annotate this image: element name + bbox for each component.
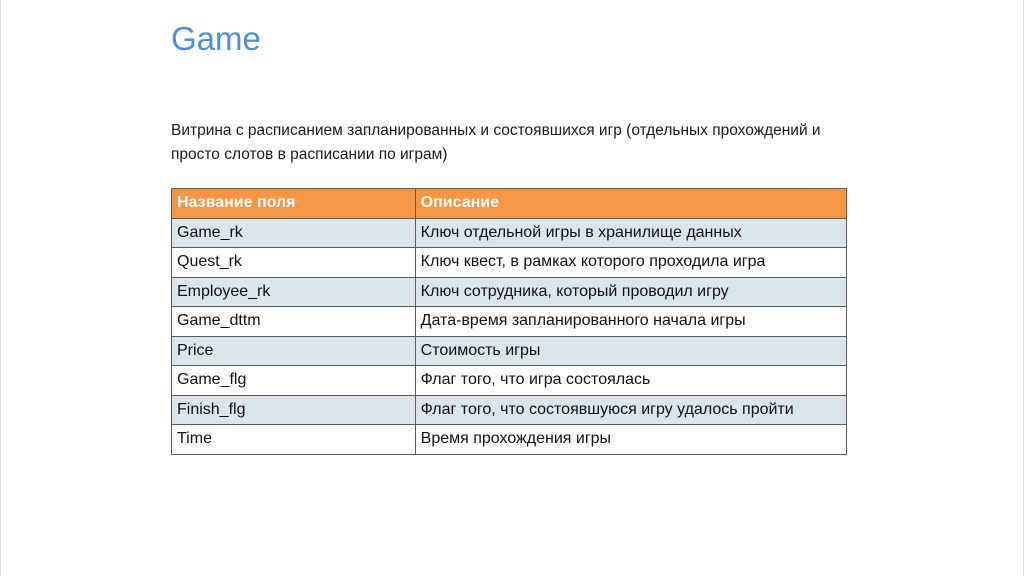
table-row bbox=[172, 307, 847, 337]
table-row bbox=[172, 395, 847, 425]
table-row bbox=[172, 218, 847, 248]
table-header-row bbox=[172, 189, 847, 219]
field-name-cell: Price bbox=[172, 336, 416, 366]
field-name-cell: Game_rk bbox=[172, 218, 416, 248]
header-description: Описание bbox=[415, 189, 846, 219]
field-description-cell: Флаг того, что состоявшуюся игру удалось пройти bbox=[415, 395, 846, 425]
field-description-cell: Флаг того, что игра состоялась bbox=[415, 366, 846, 396]
field-description-cell: Стоимость игры bbox=[415, 336, 846, 366]
table-row bbox=[172, 336, 847, 366]
field-name-cell: Time bbox=[172, 425, 416, 455]
field-name-cell: Employee_rk bbox=[172, 277, 416, 307]
field-name-cell: Quest_rk bbox=[172, 248, 416, 278]
table-row bbox=[172, 425, 847, 455]
field-description-cell: Ключ квест, в рамках которого проходила игра bbox=[415, 248, 846, 278]
field-name-cell: Finish_flg bbox=[172, 395, 416, 425]
field-name-cell: Game_flg bbox=[172, 366, 416, 396]
field-description-cell: Дата-время запланированного начала игры bbox=[415, 307, 846, 337]
table-row bbox=[172, 366, 847, 396]
field-description-cell: Время прохождения игры bbox=[415, 425, 846, 455]
field-description-cell: Ключ отдельной игры в хранилище данных bbox=[415, 218, 846, 248]
header-field-name: Название поля bbox=[172, 189, 416, 219]
field-description-cell: Ключ сотрудника, который проводил игру bbox=[415, 277, 846, 307]
table-row bbox=[172, 277, 847, 307]
fields-table bbox=[171, 188, 847, 455]
table-row bbox=[172, 248, 847, 278]
slide-description: Витрина с расписанием запланированных и состоявшихся игр (отдельных прохождений и просто слотов в расписании по играм) bbox=[171, 122, 821, 163]
field-name-cell: Game_dttm bbox=[172, 307, 416, 337]
slide-title: Game bbox=[171, 20, 261, 57]
